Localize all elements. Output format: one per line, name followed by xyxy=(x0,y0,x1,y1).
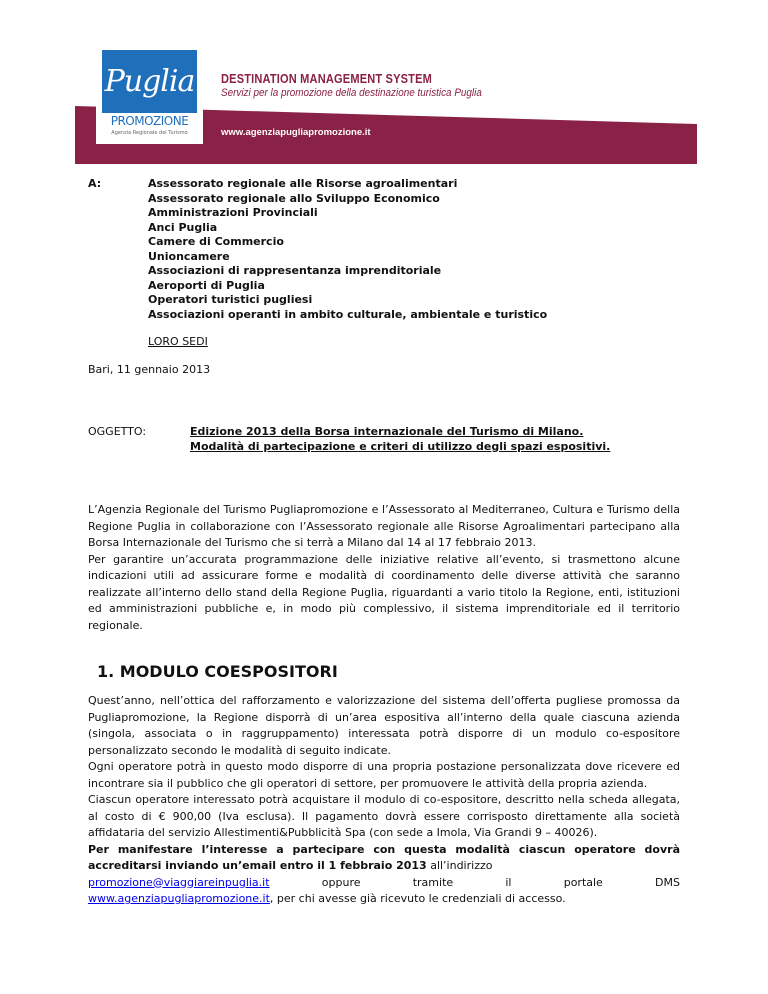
portal-line xyxy=(88,891,680,908)
recipients-label: A: xyxy=(88,177,102,190)
recipient-item: Assessorato regionale allo Sviluppo Economico xyxy=(148,191,440,205)
header-subtitle: Servizi per la promozione della destinazione turistica Puglia xyxy=(221,87,482,99)
recipient-item: Operatori turistici pugliesi xyxy=(148,293,313,306)
header-url: www.agenziapugliapromozione.it xyxy=(221,127,371,138)
letter-date: Bari, 11 gennaio 2013 xyxy=(88,363,211,376)
recipient-item: Unioncamere xyxy=(148,249,230,263)
recipient-item: Anci Puglia xyxy=(148,220,218,234)
intro-paragraph-2: Per garantire un’accurata programmazione delle iniziative relative all’evento, si trasmettono alcune indicazioni utili ad assicurare forme e modalità di coordinamento delle diverse attività che saranno realizzate all’interno dello stand della Regione Puglia, riguardanti a vario titolo la Regione, enti, istituzioni ed amministrazioni pubbliche e, in modo più complessivo, il sistema imprenditoriale ed il territorio regionale. xyxy=(88,552,680,632)
subject-line-2: Modalità di partecipazione e criteri di utilizzo degli spazi espositivi. xyxy=(190,439,611,453)
puglia-logo xyxy=(102,50,197,113)
section-paragraph-3: Ciascun operatore interessato potrà acquistare il modulo di co-espositore, descritto nella scheda allegata, al costo di € 900,00 (Iva esclusa). Il pagamento dovrà essere corrisposto direttamente alla società affidataria del servizio Allestimenti&Pubblicità Spa (con sede a Imola, Via Grandi 9 – 40026). xyxy=(88,793,680,839)
section-body xyxy=(88,693,680,908)
recipient-item: Associazioni operanti in ambito culturale, ambientale e turistico xyxy=(148,307,548,321)
section-heading: 1. MODULO COESPOSITORI xyxy=(97,662,338,681)
portal-link[interactable]: www.agenziapugliapromozione.it xyxy=(88,892,270,905)
portal-text: oppure tramite il portale DMS xyxy=(321,875,680,889)
recipient-item: Aeroporti di Puglia xyxy=(148,278,265,292)
logo-promozione: PROMOZIONE xyxy=(110,114,189,128)
subject-label: OGGETTO: xyxy=(88,425,147,438)
subject-text xyxy=(190,425,610,454)
intro-section xyxy=(88,502,680,634)
loro-sedi: LORO SEDI xyxy=(148,335,208,348)
recipient-item: Camere di Commercio xyxy=(148,235,284,248)
contact-line xyxy=(88,875,680,892)
recipient-item: Associazioni di rappresentanza imprenditoriale xyxy=(148,264,442,277)
section-paragraph-4 xyxy=(88,842,680,908)
credentials-text: , per chi avesse già ricevuto le credenziali di accesso. xyxy=(269,892,566,905)
header-title: DESTINATION MANAGEMENT SYSTEM xyxy=(221,71,432,86)
section-paragraph-1: Quest’anno, nell’ottica del rafforzamento e valorizzazione del sistema dell’offerta pugliese promossa da Pugliapromozione, la Regione disporrà di un’area espositiva all’interno della quale ciascuna azienda (singola, associata o in raggruppamento) interessata potrà disporre di un modulo co-espositore personalizzato secondo le modalità di seguito indicate. xyxy=(88,694,680,757)
section-paragraph-2: Ogni operatore potrà in questo modo disporre di una propria postazione personalizzata dove ricevere ed incontrare sia il pubblico che gli operatori di settore, per promuovere le attività della propria azienda. xyxy=(88,760,680,790)
intro-paragraph-1: L’Agenzia Regionale del Turismo Pugliapromozione e l’Assessorato al Mediterraneo, Cultura e Turismo della Regione Puglia in collaborazione con l’Assessorato regionale alle Risorse Agroalimentari partecipano alla Borsa Internazionale del Turismo che si terrà a Milano dal 14 al 17 febbraio 2013. xyxy=(88,503,680,549)
address-text: all’indirizzo xyxy=(426,859,493,872)
email-link[interactable]: promozione@viaggiareinpuglia.it xyxy=(88,875,270,889)
subject-line-1: Edizione 2013 della Borsa internazionale del Turismo di Milano. xyxy=(190,425,584,438)
logo-subtitle: Agenzia Regionale del Turismo xyxy=(111,130,188,136)
logo-word: Puglia xyxy=(104,64,195,99)
recipient-item: Amministrazioni Provinciali xyxy=(148,206,318,219)
accreditation-notice: Per manifestare l’interesse a partecipare con questa modalità ciascun operatore dovrà accreditarsi inviando un’email entro il 1 febbraio 2013 xyxy=(88,842,680,872)
recipients-list xyxy=(148,177,547,322)
recipient-item: Assessorato regionale alle Risorse agroalimentari xyxy=(148,177,458,190)
